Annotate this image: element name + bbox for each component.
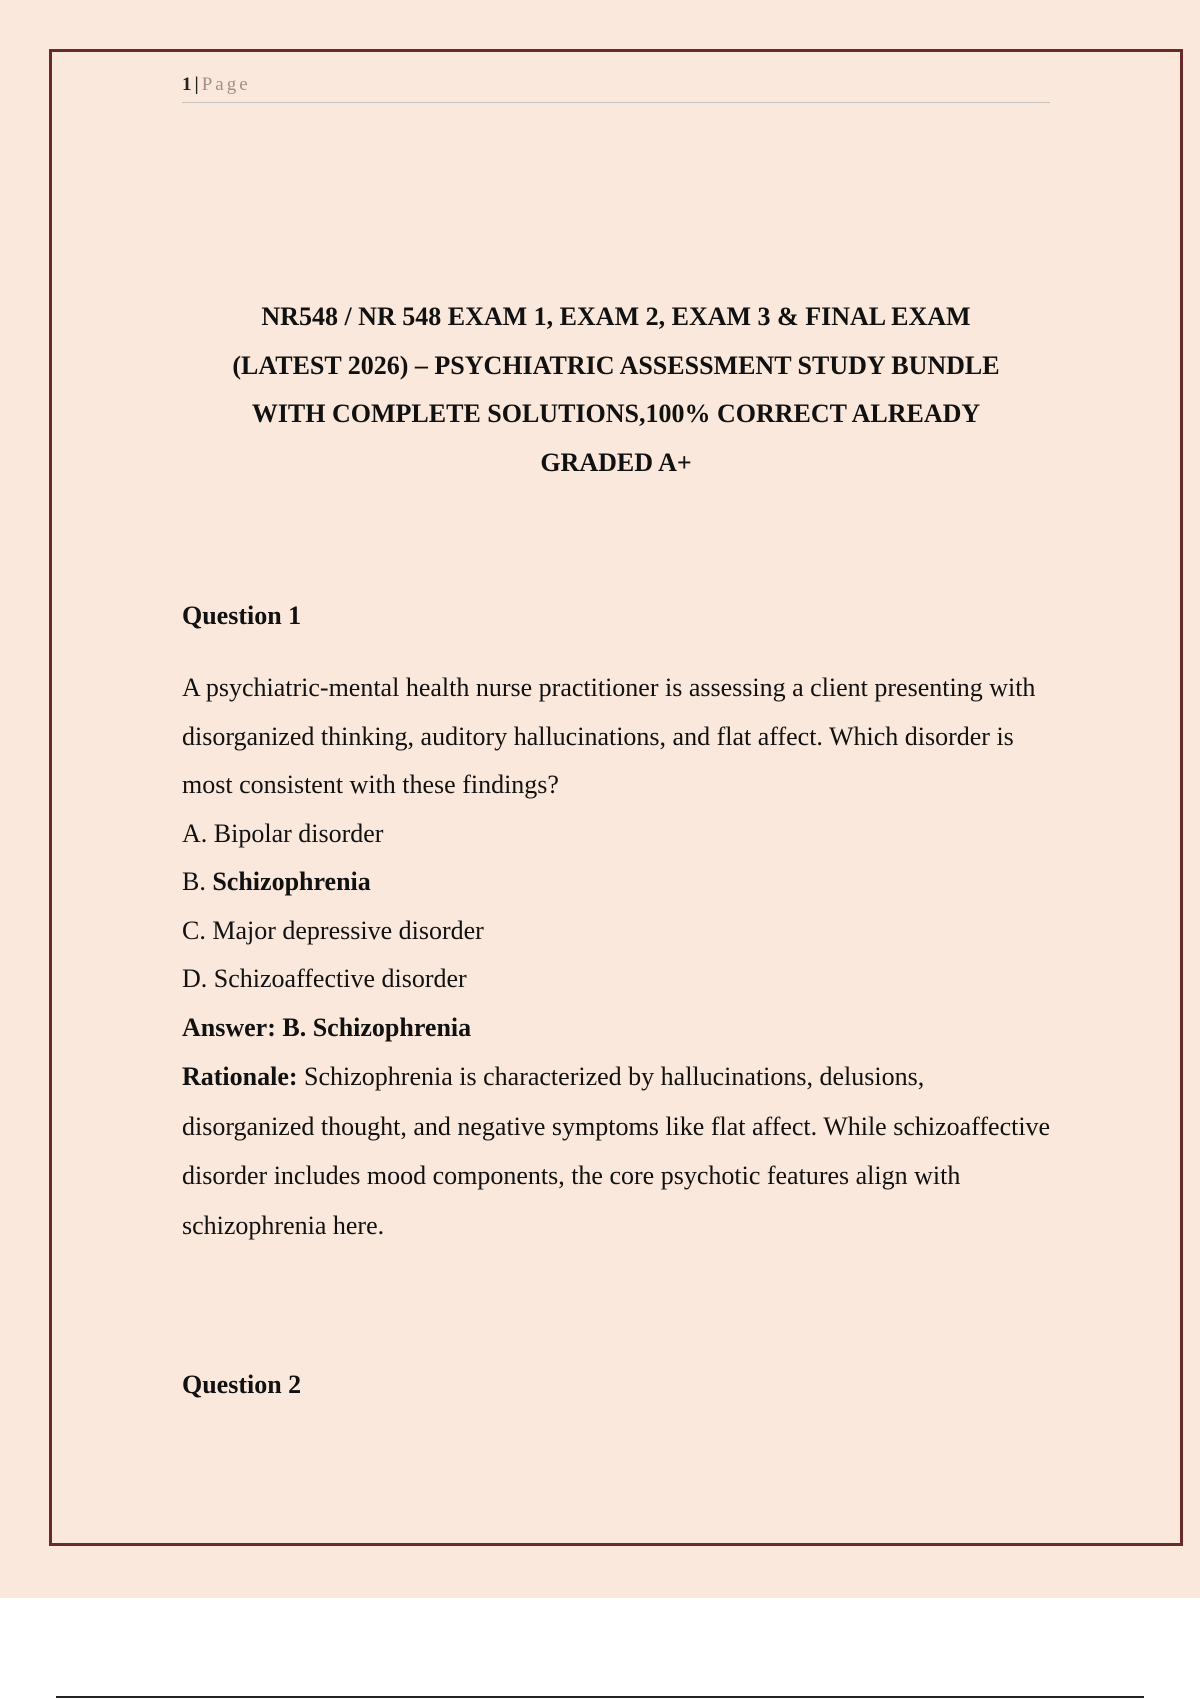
header-separator: | <box>194 74 199 95</box>
title-line-2: (LATEST 2026) – PSYCHIATRIC ASSESSMENT STUDY BUNDLE <box>232 350 1000 380</box>
option-a-letter: A. <box>182 818 208 848</box>
question-1-block <box>182 592 1062 1250</box>
option-a <box>182 810 1062 859</box>
document-title <box>182 293 1050 487</box>
option-b-letter: B. <box>182 867 206 896</box>
question-1-heading: Question 1 <box>182 601 302 630</box>
rationale-paragraph <box>182 1052 1062 1250</box>
page-header <box>182 72 1050 103</box>
rationale-text: Schizophrenia is characterized by hallucinations, delusions, disorganized thought, and negative symptoms like flat affect. While schizoaffective disorder includes mood components, the core psychotic features align with schizophrenia here. <box>182 1062 1051 1240</box>
option-c-letter: C. <box>182 915 206 945</box>
option-d <box>182 955 1062 1004</box>
title-line-1: NR548 / NR 548 EXAM 1, EXAM 2, EXAM 3 & FINAL EXAM <box>261 302 971 331</box>
option-d-text: Schizoaffective disorder <box>213 964 467 993</box>
option-a-text: Bipolar disorder <box>213 818 384 848</box>
page-label: Page <box>201 74 251 95</box>
option-d-letter: D. <box>182 964 208 993</box>
title-line-3: WITH COMPLETE SOLUTIONS,100% CORRECT ALREADY <box>251 399 981 428</box>
bottom-divider <box>56 1696 1144 1698</box>
option-c <box>182 907 1062 956</box>
question-1-text: A psychiatric-mental health nurse practitioner is assessing a client presenting with disorganized thinking, auditory hallucinations, and flat affect. Which disorder is most consistent with these findings? <box>182 673 1036 799</box>
option-b-text: Schizophrenia <box>212 867 371 896</box>
page-number: 1 <box>182 74 192 95</box>
question-2-heading: Question 2 <box>182 1370 302 1399</box>
answer-line: Answer: B. Schizophrenia <box>182 1012 472 1042</box>
title-line-4: GRADED A+ <box>540 447 692 477</box>
option-b <box>182 858 1062 907</box>
rationale-label: Rationale: <box>182 1062 298 1091</box>
option-c-text: Major depressive disorder <box>212 915 484 945</box>
